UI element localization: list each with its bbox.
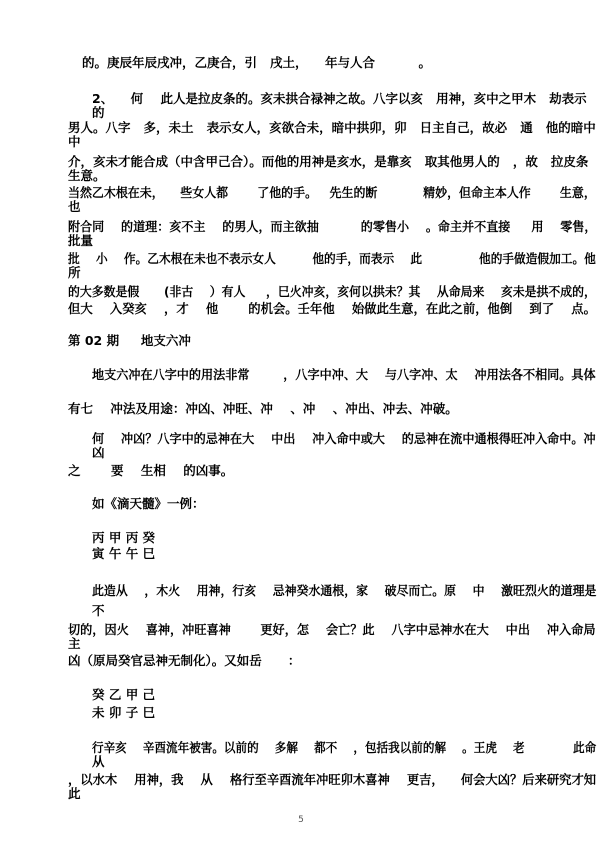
text-line: 有七 冲法及用途：冲凶、冲旺、冲 、冲 、冲出、冲去、冲破。	[68, 401, 458, 416]
text-line: 的	[92, 105, 105, 120]
text-line: 主	[68, 636, 81, 651]
text-line: ，以水木 用神，我 从 格行至辛酉流年冲旺卯木喜神 更吉， 何会大凶？后来研究才知	[68, 772, 597, 787]
text-line: 之 要 生相 的凶事。	[68, 463, 234, 478]
text-line: 凶	[92, 445, 105, 460]
text-line: 介，亥未才能合成（中含甲己合）。而他的用神是亥水，是靠亥 取其他男人的 ，故 拉皮条	[68, 154, 589, 169]
text-line: 如《滴天髓》一例：	[92, 496, 205, 511]
text-line: 地支六冲在八字中的用法非常 ，八字中冲、大 与八字冲、太 冲用法各不相同。具体	[92, 367, 596, 382]
text-line: 切的，因火 喜神，冲旺喜神 更好，怎 会亡？此 八字中忌神水在大 中出 冲入命局	[68, 622, 596, 637]
text-line: 何 冲凶？八字中的忌神在大 中出 冲入命中或大 的忌神在流中通根得旺冲入命中。冲	[92, 431, 596, 446]
text-line: 也	[68, 199, 81, 214]
text-line: 此	[68, 786, 81, 801]
text-line: 的大多数是假 (非古 ）有人 ，巳火冲亥，亥何以拱未？其 从命局来 亥未是拱不成的，	[68, 284, 596, 299]
text-line: 2、 何 此人是拉皮条的。亥未拱合禄神之故。八字以亥 用神，亥中之甲木 劫表示	[92, 91, 587, 106]
text-line: 凶（原局癸官忌神无制化）。又如岳 ：	[68, 653, 301, 668]
bazi-chart-row: 未 卯 子 巳	[92, 705, 156, 720]
text-line: 中	[68, 134, 81, 149]
text-line: 不	[92, 603, 105, 618]
bazi-chart-row: 寅 午 午 巳	[92, 546, 156, 561]
text-line: 行辛亥 辛酉流年被害。以前的 多解 都不 ，包括我以前的解 。王虎 老 此命	[92, 740, 597, 755]
text-line: 批 小 作。乙木根在未也不表示女人 他的手，而表示 此 他的手做造假加工。他	[68, 251, 596, 266]
bazi-chart-row: 癸 乙 甲 己	[92, 687, 156, 702]
text-line: 的。庚辰年辰戌冲，乙庚合，引 戌土， 年与人合 。	[82, 55, 431, 70]
bazi-chart-row: 丙 甲 丙 癸	[92, 530, 156, 545]
text-line: 附合同 的道理：亥不主 的男人，而主欲抽 的零售小 。命主并不直接 用 零售，	[68, 219, 597, 234]
section-heading: 第 02 期 地支六冲	[68, 333, 191, 348]
text-line: 此造从 ，木火 用神，行亥 忌神癸水通根，家 破尽而亡。原 中 激旺烈火的道理是	[92, 583, 597, 598]
text-line: 所	[68, 265, 81, 280]
text-line: 从	[92, 754, 105, 769]
page-number: 5	[298, 815, 304, 825]
text-line: 生意。	[68, 168, 106, 183]
text-line: 男人。八字 多，未土 表示女人，亥欲合未，暗中拱卯，卯 日主自己，故必 通 他的暗中	[68, 120, 596, 135]
text-line: 当然乙木根在未， 些女人都 了他的手。 先生的断 精妙，但命主本人作 生意，	[68, 185, 596, 200]
text-line: 但大 入癸亥 ，才 他 的机会。壬年他 始做此生意，在此之前，他倒 到了 点。	[68, 301, 596, 316]
text-line: 批量	[68, 233, 94, 248]
